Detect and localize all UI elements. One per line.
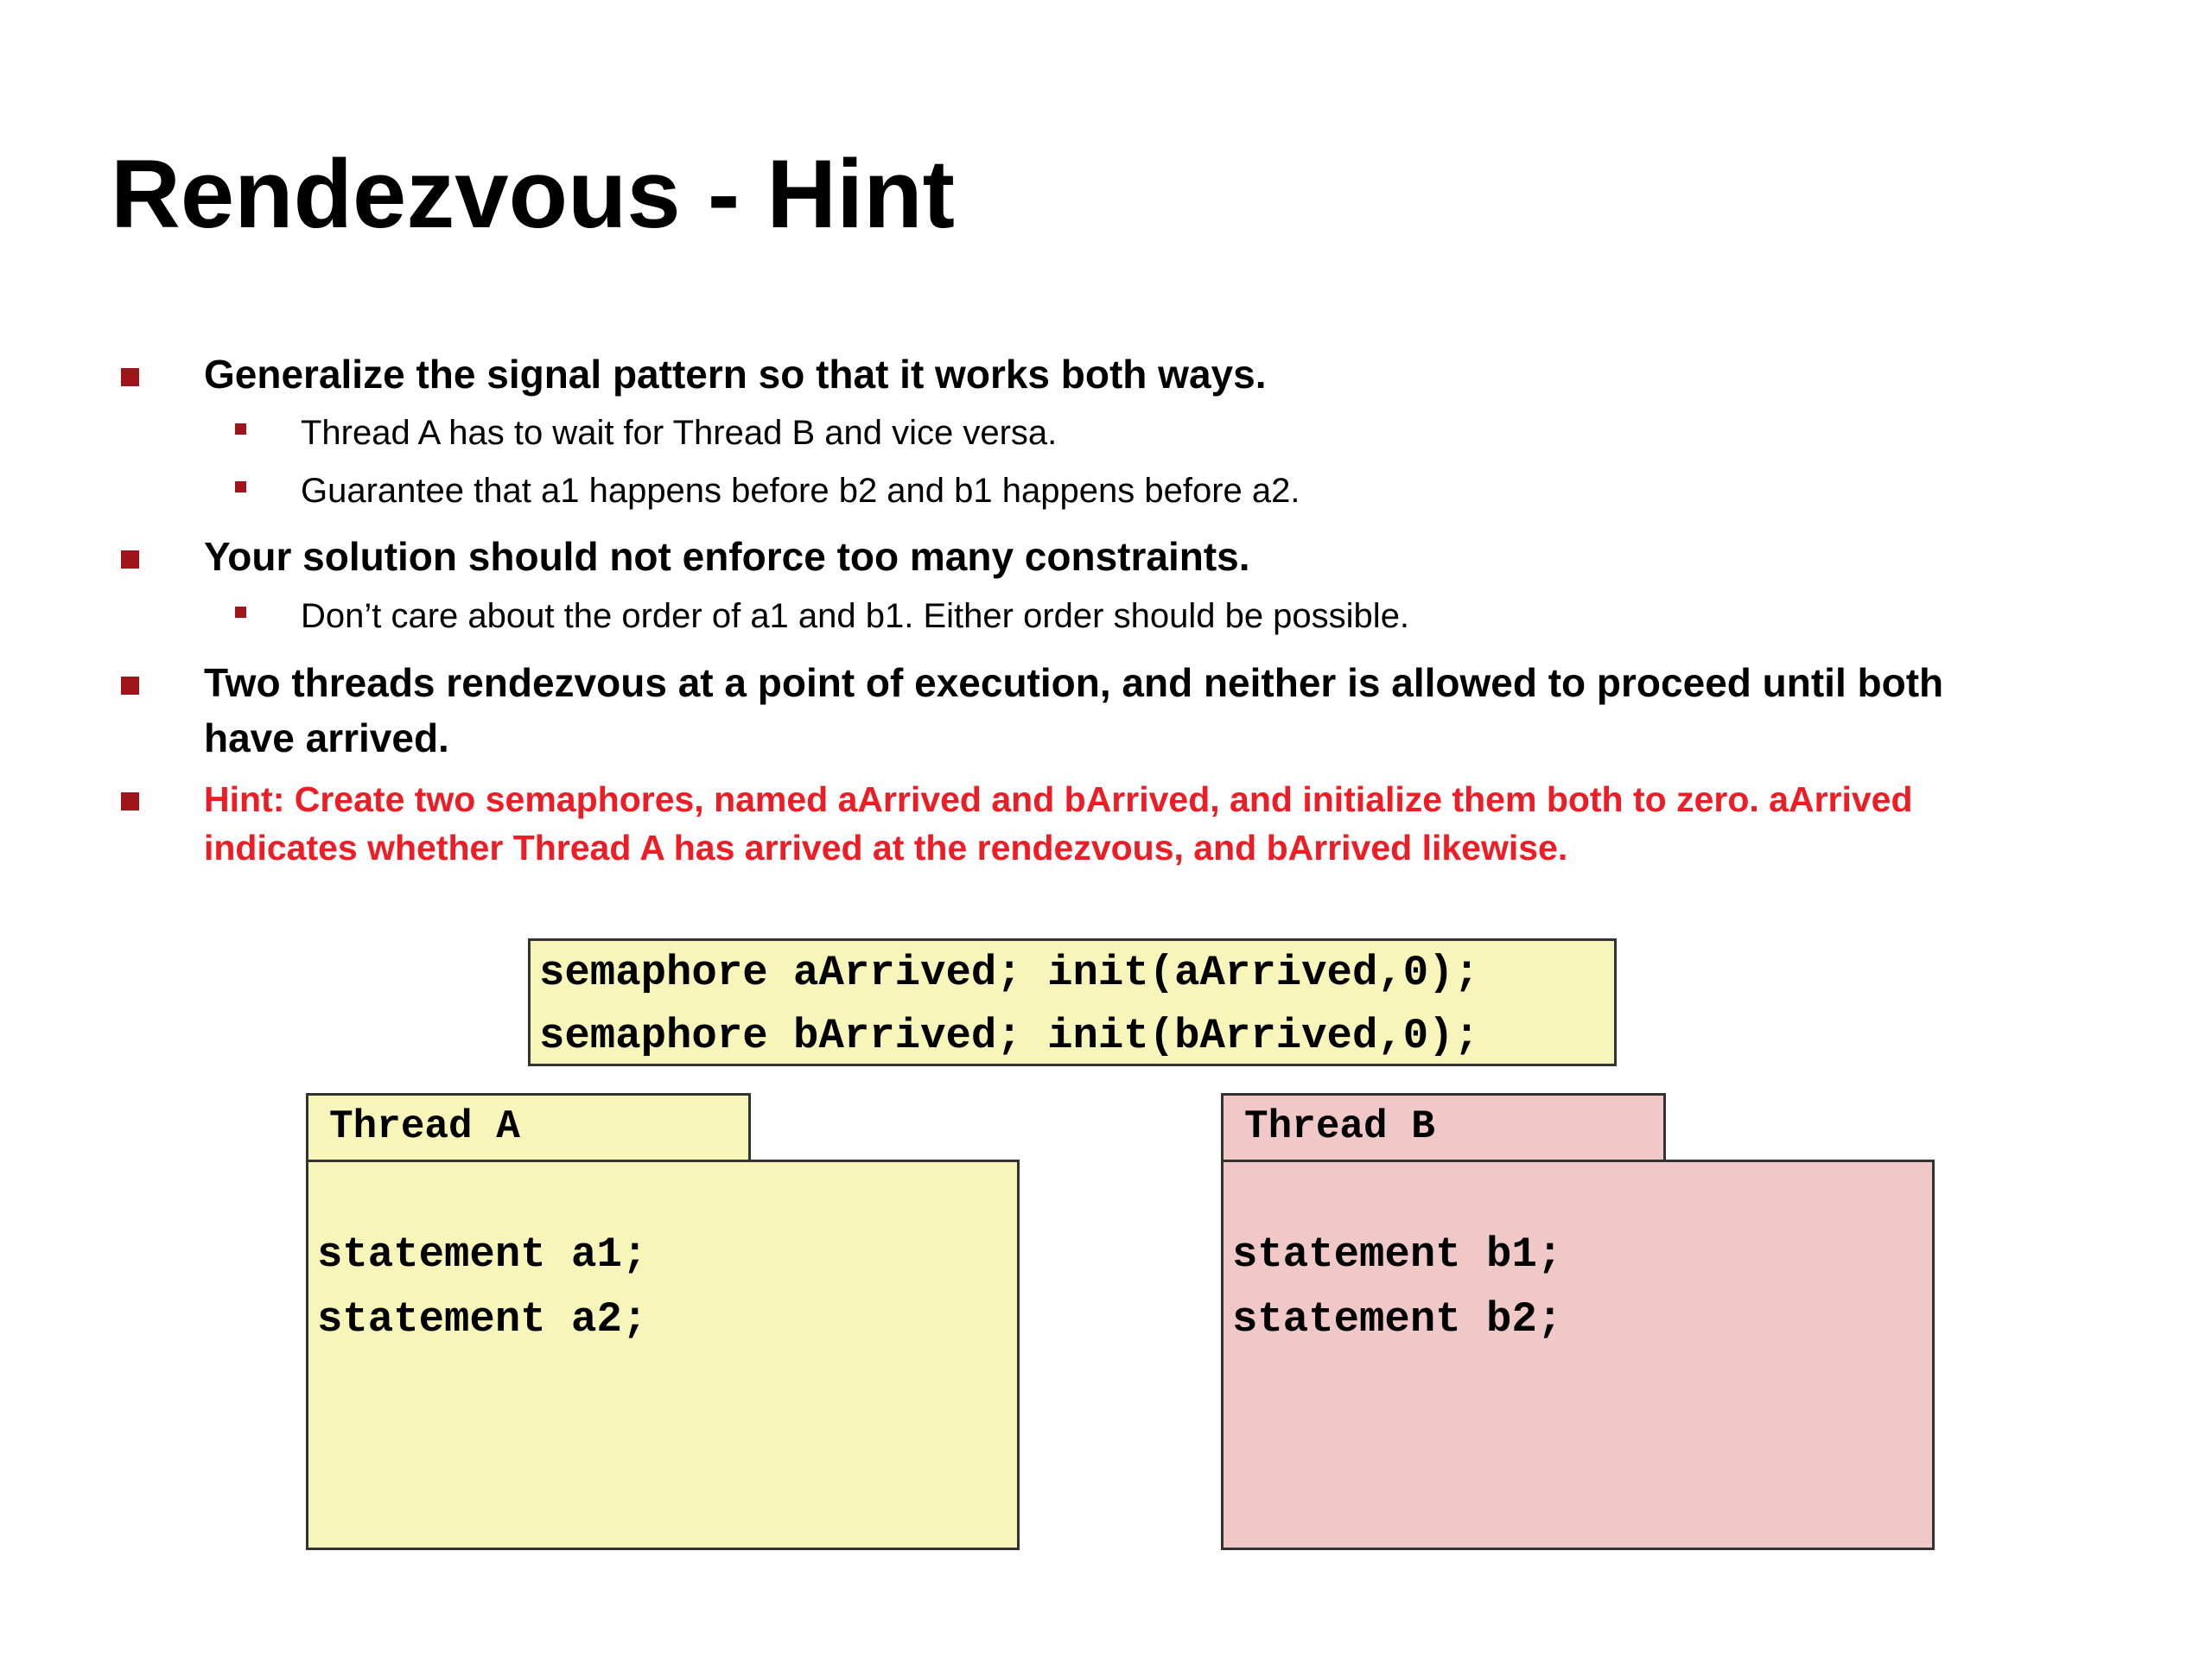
thread-b-statement-1: statement b1; [1232,1230,1563,1279]
bullet-marker [121,550,139,569]
semaphore-b-declaration: semaphore bArrived; init(bArrived,0); [539,1012,1479,1060]
thread-b-tab: Thread B [1221,1093,1666,1162]
bullet-marker [121,368,139,386]
semaphore-a-declaration: semaphore aArrived; init(aArrived,0); [539,949,1479,997]
bullet-marker [121,677,139,695]
thread-a-tab: Thread A [306,1093,751,1162]
bullet-constraints: Your solution should not enforce too many constraints. [204,534,1250,579]
thread-a-panel [306,1160,1020,1550]
sub-bullet-marker [235,423,246,435]
sub-bullet-marker [235,481,246,493]
bullet-generalize: Generalize the signal pattern so that it works both ways. [204,352,1267,397]
bullet-rendezvous-line1: Two threads rendezvous at a point of execution, and neither is allowed to proceed until both [204,660,1944,705]
semaphore-declaration-box [528,938,1617,1066]
hint-line1: Hint: Create two semaphores, named aArrived and bArrived, and initialize them both to zero. aArrived [204,779,1913,819]
bullet-rendezvous-line2: have arrived. [204,715,449,760]
thread-a-statement-1: statement a1; [317,1230,648,1279]
bullet-marker [121,792,139,810]
sub-bullet-guarantee: Guarantee that a1 happens before b2 and b1 happens before a2. [301,472,1300,510]
slide-title: Rendezvous - Hint [111,140,955,248]
thread-b-panel [1221,1160,1935,1550]
thread-b-statement-2: statement b2; [1232,1295,1563,1344]
hint-line2: indicates whether Thread A has arrived at the rendezvous, and bArrived likewise. [204,828,1568,868]
sub-bullet-marker [235,607,246,618]
sub-bullet-order: Don’t care about the order of a1 and b1. Either order should be possible. [301,597,1410,635]
thread-a-statement-2: statement a2; [317,1295,648,1344]
sub-bullet-wait: Thread A has to wait for Thread B and vice versa. [301,414,1058,452]
